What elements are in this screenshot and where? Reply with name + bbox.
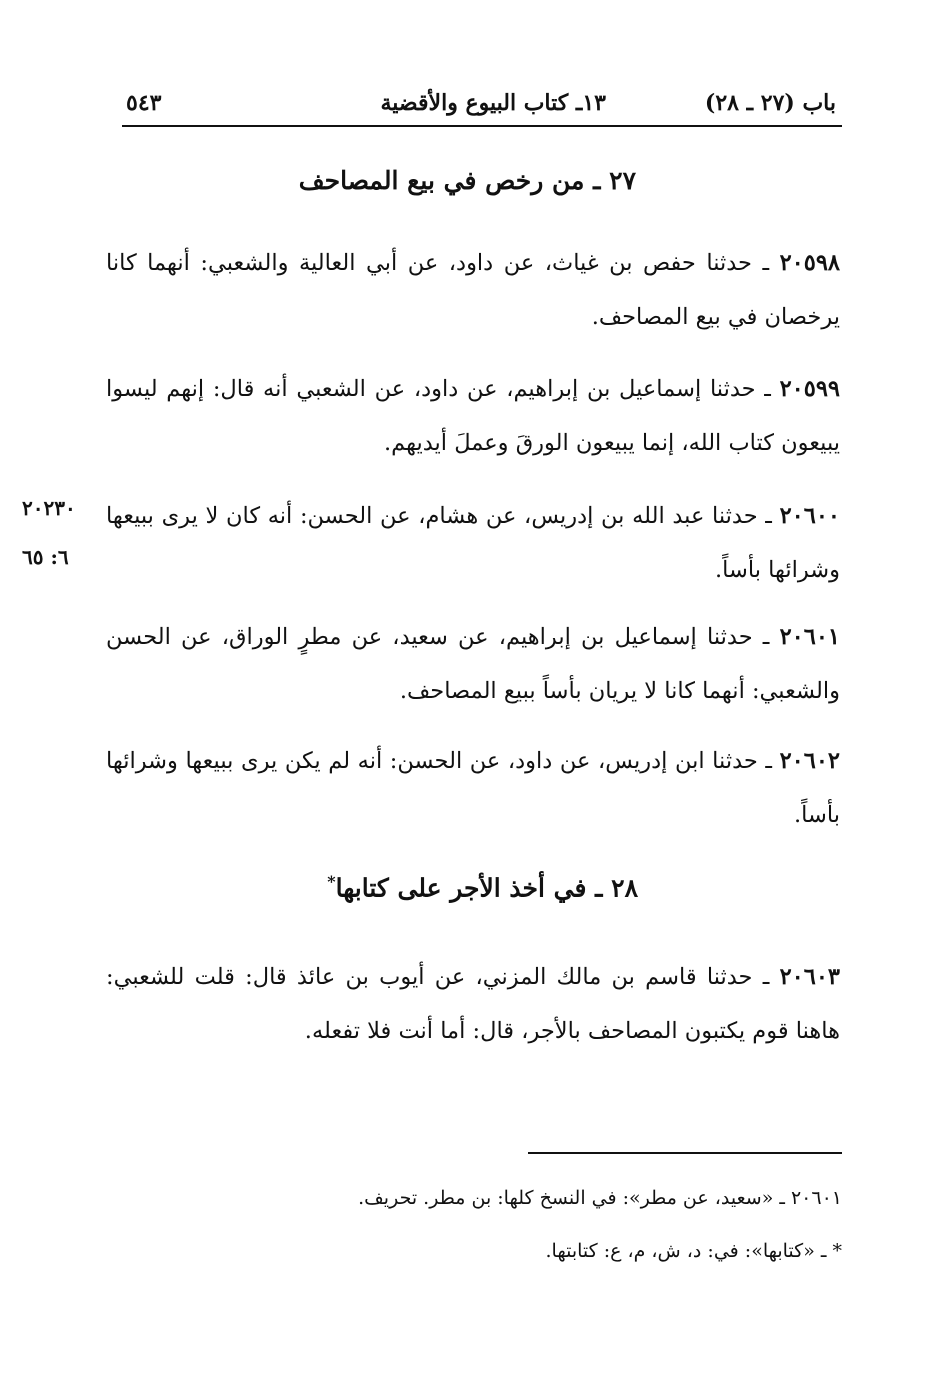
hadith-number: ٢٠٦٠٢ (779, 748, 841, 774)
footnote-20601: ٢٠٦٠١ ـ «سعيد، عن مطر»: في النسخ كلها: بن مطر. تحريف. (358, 1187, 842, 1209)
hadith-20603 (106, 950, 840, 1058)
section-title-28 (327, 872, 638, 902)
hadith-20602 (106, 734, 840, 842)
footnote-marker: * (327, 872, 336, 891)
section-title-text: ٢٨ ـ في أخذ الأجر على كتابها (335, 873, 638, 903)
hadith-text: ـ حدثنا إسماعيل بن إبراهيم، عن داود، عن الشعبي أنه قال: إنهم ليسوا يبيعون كتاب الله، إنما يبيعون الورقَ وعملَ أيديهم. (106, 376, 840, 456)
hadith-20600 (106, 489, 840, 597)
header-book-title: ١٣ـ كتاب البيوع والأقضية (380, 90, 606, 116)
hadith-number: ٢٠٦٠٣ (779, 964, 840, 990)
hadith-number: ٢٠٥٩٨ (779, 250, 840, 276)
hadith-text: ـ حدثنا حفص بن غياث، عن داود، عن أبي العالية والشعبي: أنهما كانا يرخصان في بيع المصاحف. (106, 250, 840, 330)
margin-reference-number: ٢٠٢٣٠ (22, 496, 76, 520)
hadith-text: ـ حدثنا ابن إدريس، عن داود، عن الحسن: أنه لم يكن يرى ببيعها وشرائها بأساً. (106, 748, 840, 828)
header-chapter-ref: باب (٢٧ ـ ٢٨) (704, 90, 836, 116)
hadith-20601 (106, 610, 840, 718)
section-title-27: ٢٧ ـ من رخص في بيع المصاحف (298, 166, 636, 195)
hadith-20598 (106, 236, 840, 344)
hadith-20599 (106, 362, 840, 470)
hadith-text: ـ حدثنا إسماعيل بن إبراهيم، عن سعيد، عن مطرٍ الوراق، عن الحسن والشعبي: أنهما كانا لا يريان بأساً ببيع المصاحف. (106, 624, 840, 704)
hadith-number: ٢٠٥٩٩ (779, 376, 840, 402)
footnote-divider (528, 1152, 842, 1154)
hadith-text: ـ حدثنا قاسم بن مالك المزني، عن أيوب بن عائذ قال: قلت للشعبي: هاهنا قوم يكتبون المصاحف بالأجر، قال: أما أنت فلا تفعله. (106, 964, 840, 1044)
footnote-star: * ـ «كتابها»: في: د، ش، م، ع: كتابتها. (545, 1240, 842, 1262)
hadith-text: ـ حدثنا عبد الله بن إدريس، عن هشام، عن الحسن: أنه كان لا يرى ببيعها وشرائها بأساً. (106, 503, 840, 583)
hadith-number: ٢٠٦٠١ (779, 624, 841, 650)
page-number: ٥٤٣ (126, 90, 162, 116)
hadith-number: ٢٠٦٠٠ (779, 503, 840, 529)
header-divider (122, 125, 842, 127)
margin-reference-volume-page: ٦: ٦٥ (22, 545, 69, 569)
